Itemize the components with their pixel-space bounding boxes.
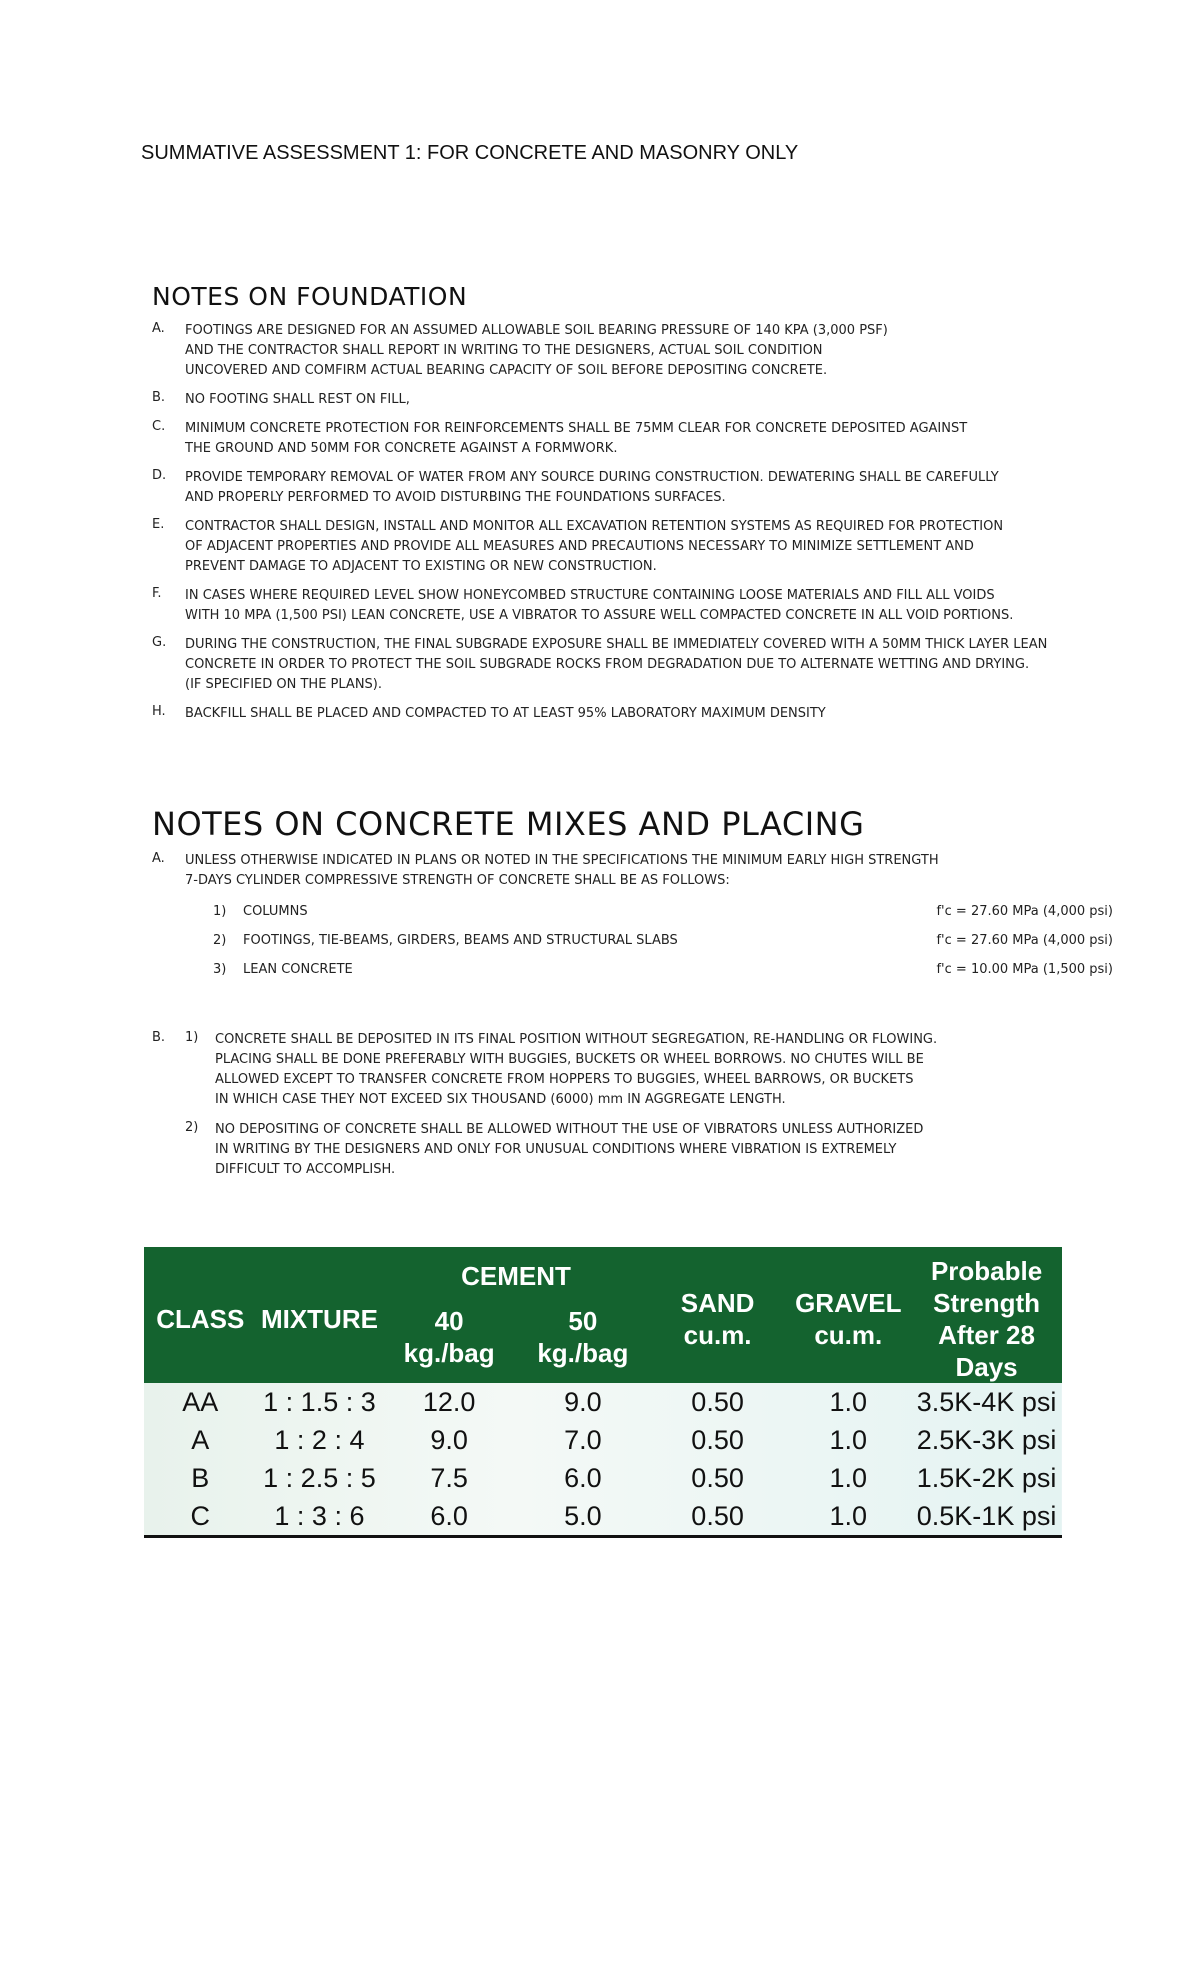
note-subitem-body (215, 1120, 923, 1180)
note-line: NO DEPOSITING OF CONCRETE SHALL BE ALLOWED WITHOUT THE USE OF VIBRATORS UNLESS AUTHORIZED (215, 1122, 924, 1137)
note-letter: E. (152, 517, 165, 532)
header-mixture: MIXTURE (257, 1247, 383, 1383)
note-subitem-num: 2) (185, 1120, 199, 1135)
header-sand (650, 1247, 786, 1383)
note-line: BACKFILL SHALL BE PLACED AND COMPACTED TO AT LEAST 95% LABORATORY MAXIMUM DENSITY (185, 706, 826, 721)
note-body (185, 390, 1072, 410)
note-line: IN CASES WHERE REQUIRED LEVEL SHOW HONEYCOMBED STRUCTURE CONTAINING LOOSE MATERIALS AND FILL ALL VOIDS (185, 588, 995, 603)
strength-label: COLUMNS (243, 904, 308, 919)
header-line: After 28 (938, 1320, 1035, 1350)
note-line: 7-DAYS CYLINDER COMPRESSIVE STRENGTH OF CONCRETE SHALL BE AS FOLLOWS: (185, 873, 730, 888)
cell-cement-50: 6.0 (564, 1463, 602, 1493)
header-line: cu.m. (683, 1320, 752, 1350)
header-line: SAND (680, 1288, 755, 1318)
header-line: kg./bag (403, 1337, 495, 1368)
note-line: DURING THE CONSTRUCTION, THE FINAL SUBGRADE EXPOSURE SHALL BE IMMEDIATELY COVERED WITH A 50MM THICK LAYER LEAN (185, 637, 1048, 652)
note-letter: A. (152, 851, 165, 866)
note-letter: B. (152, 1030, 166, 1045)
note-item (152, 517, 1072, 577)
header-cement: CEMENT (382, 1247, 649, 1296)
note-item (152, 390, 1072, 410)
note-body (185, 321, 1072, 381)
note-line: FOOTINGS ARE DESIGNED FOR AN ASSUMED ALLOWABLE SOIL BEARING PRESSURE OF 140 KPA (3,000 PSF) (185, 323, 888, 338)
note-item (152, 851, 1113, 984)
header-line: kg./bag (537, 1337, 629, 1368)
note-line: PREVENT DAMAGE TO ADJACENT TO EXISTING OR NEW CONSTRUCTION. (185, 559, 657, 574)
note-line: (IF SPECIFIED ON THE PLANS). (185, 677, 383, 692)
note-line: MINIMUM CONCRETE PROTECTION FOR REINFORCEMENTS SHALL BE 75MM CLEAR FOR CONCRETE DEPOSITED AGAINST (185, 421, 968, 436)
strength-list (213, 897, 1113, 984)
cell-sand: 0.50 (650, 1497, 786, 1537)
note-body (185, 704, 1072, 724)
header-line: Strength (933, 1288, 1040, 1318)
strength-num: 3) (213, 962, 227, 977)
cell-gravel: 1.0 (785, 1497, 911, 1537)
cell-cement-40: 6.0 (382, 1497, 516, 1537)
note-item (152, 704, 1072, 724)
header-line: GRAVEL (795, 1288, 902, 1318)
note-line: PLACING SHALL BE DONE PREFERABLY WITH BUGGIES, BUCKETS OR WHEEL BORROWS. NO CHUTES WILL BE (215, 1052, 924, 1067)
note-line: NO FOOTING SHALL REST ON FILL, (185, 392, 410, 407)
cell-mixture: 1 : 3 : 6 (257, 1497, 383, 1537)
section-title: NOTES ON CONCRETE MIXES AND PLACING (152, 805, 865, 843)
strength-value: f'c = 10.00 MPa (1,500 psi) (936, 962, 1113, 977)
note-line: UNCOVERED AND COMFIRM ACTUAL BEARING CAPACITY OF SOIL BEFORE DEPOSITING CONCRETE. (185, 363, 828, 378)
notes-on-concrete-mixes (152, 805, 1113, 1199)
strength-label: LEAN CONCRETE (243, 962, 353, 977)
note-subitem-num: 1) (185, 1030, 199, 1045)
note-letter: F. (152, 586, 162, 601)
cell-strength: 1.5K-2K psi (916, 1463, 1057, 1493)
note-subitem-body (215, 1030, 937, 1110)
section-title: NOTES ON FOUNDATION (152, 282, 468, 311)
header-gravel (785, 1247, 911, 1383)
note-line: DIFFICULT TO ACCOMPLISH. (215, 1162, 396, 1177)
header-cement-50 (516, 1296, 650, 1383)
note-item (152, 419, 1072, 459)
note-list (152, 321, 1072, 724)
cell-cement-40: 9.0 (430, 1425, 468, 1455)
note-line: ALLOWED EXCEPT TO TRANSFER CONCRETE FROM HOPPERS TO BUGGIES, WHEEL BARROWS, OR BUCKETS (215, 1072, 914, 1087)
note-line: AND PROPERLY PERFORMED TO AVOID DISTURBING THE FOUNDATIONS SURFACES. (185, 490, 726, 505)
note-body (185, 851, 1113, 984)
note-body (185, 517, 1072, 577)
notes-on-foundation (152, 282, 1072, 733)
cell-gravel: 1.0 (829, 1425, 868, 1455)
cell-strength: 3.5K-4K psi (916, 1387, 1057, 1417)
cell-cement-50: 7.0 (564, 1425, 602, 1455)
header-cement-40 (382, 1296, 516, 1383)
strength-value: f'c = 27.60 MPa (4,000 psi) (936, 933, 1113, 948)
strength-row (213, 897, 1113, 926)
note-line: IN WRITING BY THE DESIGNERS AND ONLY FOR UNUSUAL CONDITIONS WHERE VIBRATION IS EXTREMELY (215, 1142, 897, 1157)
note-line: THE GROUND AND 50MM FOR CONCRETE AGAINST A FORMWORK. (185, 441, 618, 456)
header-line: cu.m. (814, 1320, 883, 1350)
note-subitem (185, 1030, 1072, 1110)
note-item (152, 586, 1072, 626)
note-letter: D. (152, 468, 167, 483)
note-body (185, 1030, 1072, 1190)
note-letter: B. (152, 390, 166, 405)
cell-sand: 0.50 (691, 1387, 744, 1417)
cell-cement-40: 7.5 (430, 1463, 468, 1493)
header-line: 40 (434, 1305, 464, 1336)
note-line: UNLESS OTHERWISE INDICATED IN PLANS OR NOTED IN THE SPECIFICATIONS THE MINIMUM EARLY HIGH STRENGTH (185, 853, 939, 868)
cell-cement-50: 5.0 (516, 1497, 650, 1537)
note-item (152, 468, 1072, 508)
strength-label: FOOTINGS, TIE-BEAMS, GIRDERS, BEAMS AND STRUCTURAL SLABS (243, 933, 678, 948)
strength-num: 1) (213, 904, 227, 919)
note-line: PROVIDE TEMPORARY REMOVAL OF WATER FROM ANY SOURCE DURING CONSTRUCTION. DEWATERING SHALL BE CAREFULLY (185, 470, 999, 485)
header-strength (911, 1247, 1062, 1383)
note-item (152, 1030, 1072, 1190)
strength-row (213, 955, 1113, 984)
table-body (144, 1383, 1062, 1537)
note-line: AND THE CONTRACTOR SHALL REPORT IN WRITING TO THE DESIGNERS, ACTUAL SOIL CONDITION (185, 343, 823, 358)
table-header (144, 1247, 1062, 1383)
cell-class: B (191, 1463, 210, 1493)
cell-class: A (191, 1425, 210, 1455)
cell-class: C (144, 1497, 257, 1537)
note-subitem (185, 1120, 1072, 1180)
note-body (185, 635, 1072, 695)
cell-mixture: 1 : 2 : 4 (274, 1425, 365, 1455)
header-line: Probable (930, 1256, 1043, 1286)
cell-cement-40: 12.0 (422, 1387, 476, 1417)
note-item (152, 635, 1072, 695)
cell-strength: 2.5K-3K psi (916, 1425, 1057, 1455)
note-letter: A. (152, 321, 165, 336)
note-line: WITH 10 MPA (1,500 PSI) LEAN CONCRETE, USE A VIBRATOR TO ASSURE WELL COMPACTED CONCRETE IN ALL VOID PORTIONS. (185, 608, 1014, 623)
strength-row (213, 926, 1113, 955)
concrete-mix-table (144, 1247, 1062, 1538)
note-line: CONTRACTOR SHALL DESIGN, INSTALL AND MONITOR ALL EXCAVATION RETENTION SYSTEMS AS REQUIRED FOR PROTECTION (185, 519, 1004, 534)
table-row (144, 1459, 1062, 1497)
cell-gravel: 1.0 (829, 1387, 868, 1417)
note-letter: G. (152, 635, 167, 650)
header-class: CLASS (144, 1247, 257, 1383)
cell-sand: 0.50 (691, 1425, 744, 1455)
note-line: IN WHICH CASE THEY NOT EXCEED SIX THOUSAND (6000) mm IN AGGREGATE LENGTH. (215, 1092, 786, 1107)
cell-sand: 0.50 (691, 1463, 744, 1493)
header-line: Days (955, 1352, 1018, 1382)
note-letter: C. (152, 419, 166, 434)
cell-mixture: 1 : 2.5 : 5 (263, 1463, 376, 1493)
note-letter: H. (152, 704, 166, 719)
note-item (152, 321, 1072, 381)
table-row (144, 1383, 1062, 1421)
table-row (144, 1497, 1062, 1537)
note-body (185, 586, 1072, 626)
note-line: OF ADJACENT PROPERTIES AND PROVIDE ALL MEASURES AND PRECAUTIONS NECESSARY TO MINIMIZE SETTLEMENT AND (185, 539, 974, 554)
table-row (144, 1421, 1062, 1459)
strength-value: f'c = 27.60 MPa (4,000 psi) (936, 904, 1113, 919)
header-row (144, 1247, 1062, 1296)
header-line: 50 (568, 1305, 598, 1336)
note-line: CONCRETE SHALL BE DEPOSITED IN ITS FINAL POSITION WITHOUT SEGREGATION, RE-HANDLING OR FLOWING. (215, 1032, 938, 1047)
cell-cement-50: 9.0 (564, 1387, 602, 1417)
strength-num: 2) (213, 933, 227, 948)
cell-strength: 0.5K-1K psi (911, 1497, 1062, 1537)
cell-mixture: 1 : 1.5 : 3 (263, 1387, 376, 1417)
note-body (185, 419, 1072, 459)
cell-gravel: 1.0 (829, 1463, 868, 1493)
note-body (185, 468, 1072, 508)
page-title: SUMMATIVE ASSESSMENT 1: FOR CONCRETE AND MASONRY ONLY (141, 142, 799, 164)
cell-class: AA (182, 1387, 219, 1417)
note-line: CONCRETE IN ORDER TO PROTECT THE SOIL SUBGRADE ROCKS FROM DEGRADATION DUE TO ALTERNATE WETTING AND DRYING. (185, 657, 1030, 672)
